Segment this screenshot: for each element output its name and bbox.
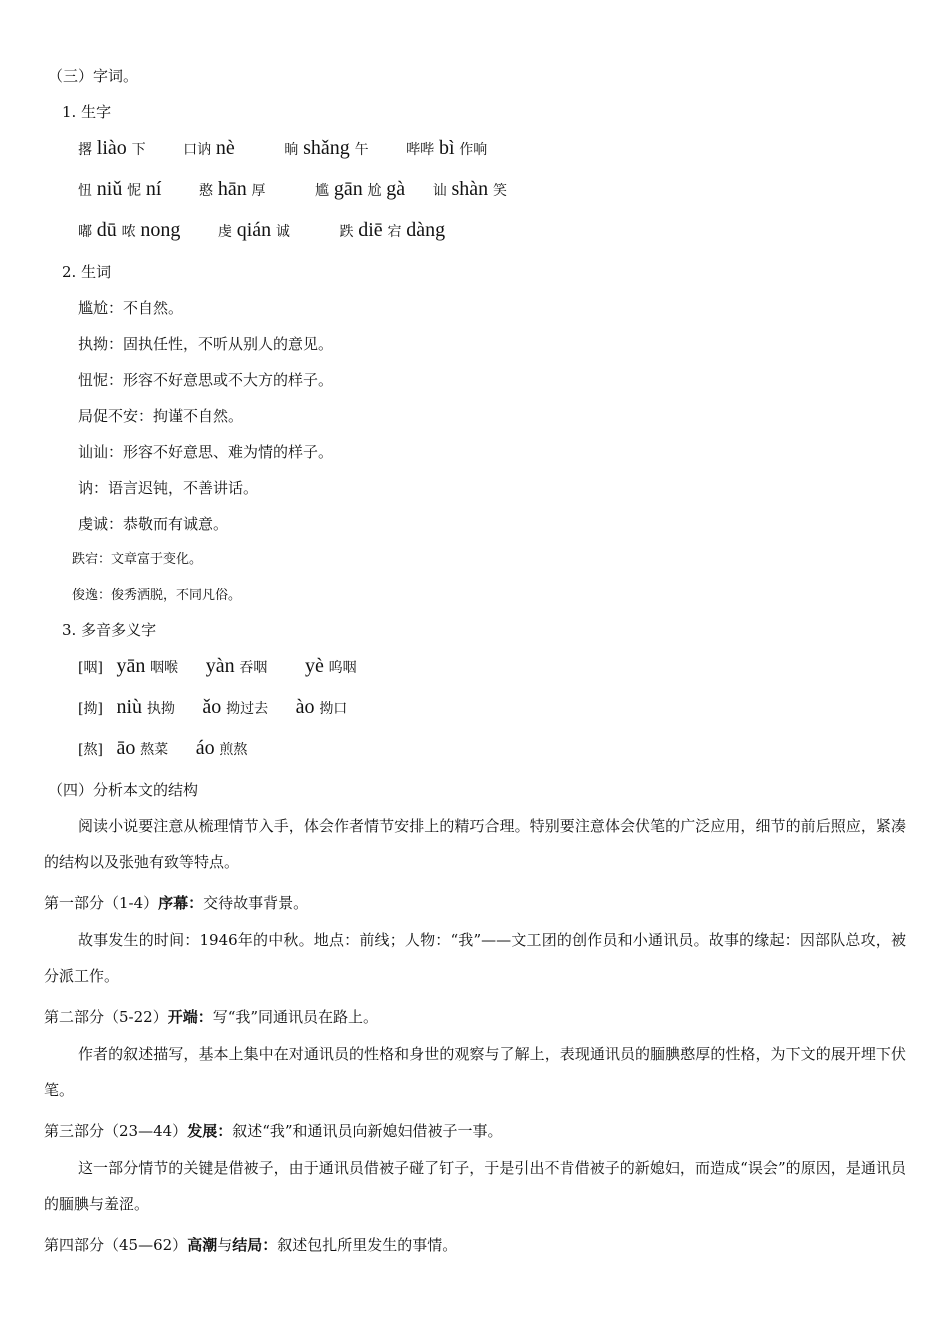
- part-3-detail: 这一部分情节的关键是借被子，由于通讯员借被子碰了钉子，于是引出不肯借被子的新媳妇，而造成“误会”的原因，是通讯员的腼腆与羞涩。: [44, 1159, 906, 1213]
- part-4-heading: [44, 1235, 457, 1255]
- char: 晌: [284, 142, 299, 158]
- char: 嘟: [78, 224, 92, 240]
- part-3-heading: [44, 1121, 503, 1141]
- char-row-2: [78, 179, 507, 201]
- pinyin: niù: [116, 696, 143, 718]
- char: 笑: [492, 183, 507, 199]
- char: 虔: [217, 224, 232, 240]
- vocab-item: 讷：语言迟钝，不善讲话。: [78, 479, 259, 497]
- section3-heading: （三）字词。: [48, 67, 139, 85]
- char: 哔哔: [406, 142, 435, 158]
- pinyin: gān: [333, 178, 363, 200]
- char: 宕: [387, 224, 402, 240]
- example-word: 熬菜: [140, 742, 169, 758]
- pinyin: dàng: [406, 219, 446, 241]
- char: 作响: [459, 142, 488, 158]
- char-row-1: [78, 138, 487, 160]
- example-word: 咽喉: [150, 660, 179, 676]
- part-summary: 写“我”同通讯员在路上。: [212, 1008, 379, 1026]
- polyphone-head: [拗]: [78, 701, 103, 717]
- pinyin: ní: [145, 178, 162, 200]
- pinyin: niǔ: [96, 178, 123, 200]
- part-key: 高潮: [187, 1236, 218, 1254]
- subheading-new-words: 2. 生词: [62, 263, 112, 281]
- vocab-item: 局促不安：拘谨不自然。: [78, 407, 244, 425]
- part-label: 第三部分（23—44）: [44, 1122, 188, 1140]
- structure-intro: 阅读小说要注意从梳理情节入手，体会作者情节安排上的精巧合理。特别要注意体会伏笔的广泛应用，细节的前后照应，紧凑的结构以及张弛有致等特点。: [44, 817, 906, 871]
- pinyin: qián: [236, 219, 272, 241]
- pinyin: yàn: [205, 655, 235, 677]
- pinyin: hān: [217, 178, 247, 200]
- part-1-heading: [44, 893, 308, 913]
- char: 口讷: [183, 142, 212, 158]
- polyphone-row-1: [78, 656, 357, 678]
- char: 厚: [251, 183, 266, 199]
- vocab-item: 讪讪：形容不好意思、难为情的样子。: [78, 443, 334, 461]
- pinyin: liào: [96, 137, 127, 159]
- part-2-heading: [44, 1007, 378, 1027]
- char: 哝: [121, 224, 136, 240]
- part-summary: 叙述包扎所里发生的事情。: [277, 1236, 458, 1254]
- part-label: 第二部分（5-22）: [44, 1008, 168, 1026]
- pinyin: nong: [140, 219, 181, 241]
- subheading-new-chars: 1. 生字: [62, 103, 112, 121]
- pinyin: áo: [195, 737, 215, 759]
- part-key: 序幕：: [158, 894, 204, 912]
- part-1-detail: 故事发生的时间：1946年的中秋。地点：前线；人物：“我”——文工团的创作员和小通讯员。故事的缘起：因部队总攻，被分派工作。: [44, 931, 906, 985]
- pinyin: gà: [386, 178, 406, 200]
- char: 撂: [78, 142, 92, 158]
- example-word: 执拗: [146, 701, 175, 717]
- pinyin: shàn: [451, 178, 489, 200]
- part-summary: 交待故事背景。: [203, 894, 309, 912]
- pinyin: diē: [358, 219, 383, 241]
- pinyin: yān: [116, 655, 146, 677]
- example-word: 拗过去: [226, 701, 269, 717]
- char: 下: [131, 142, 146, 158]
- pinyin: āo: [116, 737, 136, 759]
- char: 忸: [78, 183, 92, 199]
- char: 憨: [199, 183, 214, 199]
- char: 讪: [432, 183, 447, 199]
- char: 怩: [127, 183, 142, 199]
- polyphone-row-2: [78, 697, 347, 719]
- part-key: 发展：: [187, 1122, 233, 1140]
- example-word: 呜咽: [328, 660, 357, 676]
- pinyin: ǎo: [202, 696, 222, 718]
- part-key: 结局：: [232, 1236, 278, 1254]
- part-label: 第四部分（45—62）: [44, 1236, 188, 1254]
- pinyin: nè: [215, 137, 235, 159]
- part-summary: 叙述“我”和通讯员向新媳妇借被子一事。: [232, 1122, 503, 1140]
- part-key: 开端：: [167, 1008, 213, 1026]
- vocab-item: 虔诚：恭敬而有诚意。: [78, 515, 229, 533]
- example-word: 吞咽: [239, 660, 268, 676]
- part-2-detail: 作者的叙述描写，基本上集中在对通讯员的性格和身世的观察与了解上，表现通讯员的腼腆憨厚的性格，为下文的展开埋下伏笔。: [44, 1045, 906, 1099]
- vocab-item: 忸怩：形容不好意思或不大方的样子。: [78, 371, 334, 389]
- pinyin: dū: [96, 219, 117, 241]
- polyphone-head: [熬]: [78, 742, 103, 758]
- char: 尬: [367, 183, 382, 199]
- part-label: 第一部分（1-4）: [44, 894, 159, 912]
- example-word: 煎熬: [219, 742, 248, 758]
- char: 诚: [275, 224, 290, 240]
- vocab-item-small: 俊逸：俊秀洒脱，不同凡俗。: [72, 588, 242, 603]
- polyphone-head: [咽]: [78, 660, 103, 676]
- vocab-item: 尴尬：不自然。: [78, 299, 184, 317]
- char: 午: [354, 142, 369, 158]
- example-word: 拗口: [319, 701, 348, 717]
- char-row-3: [78, 220, 445, 242]
- pinyin: bì: [438, 137, 455, 159]
- vocab-item-small: 跌宕：文章富于变化。: [72, 552, 203, 567]
- subheading-polyphones: 3. 多音多义字: [62, 621, 157, 639]
- part-connector: 与: [217, 1236, 233, 1254]
- pinyin: shǎng: [303, 137, 350, 159]
- vocab-item: 执拗：固执任性，不听从别人的意见。: [78, 335, 334, 353]
- pinyin: ào: [295, 696, 315, 718]
- section4-heading: （四）分析本文的结构: [48, 781, 199, 799]
- polyphone-row-3: [78, 738, 247, 760]
- char: 跌: [339, 224, 354, 240]
- char: 尴: [315, 183, 330, 199]
- pinyin: yè: [304, 655, 324, 677]
